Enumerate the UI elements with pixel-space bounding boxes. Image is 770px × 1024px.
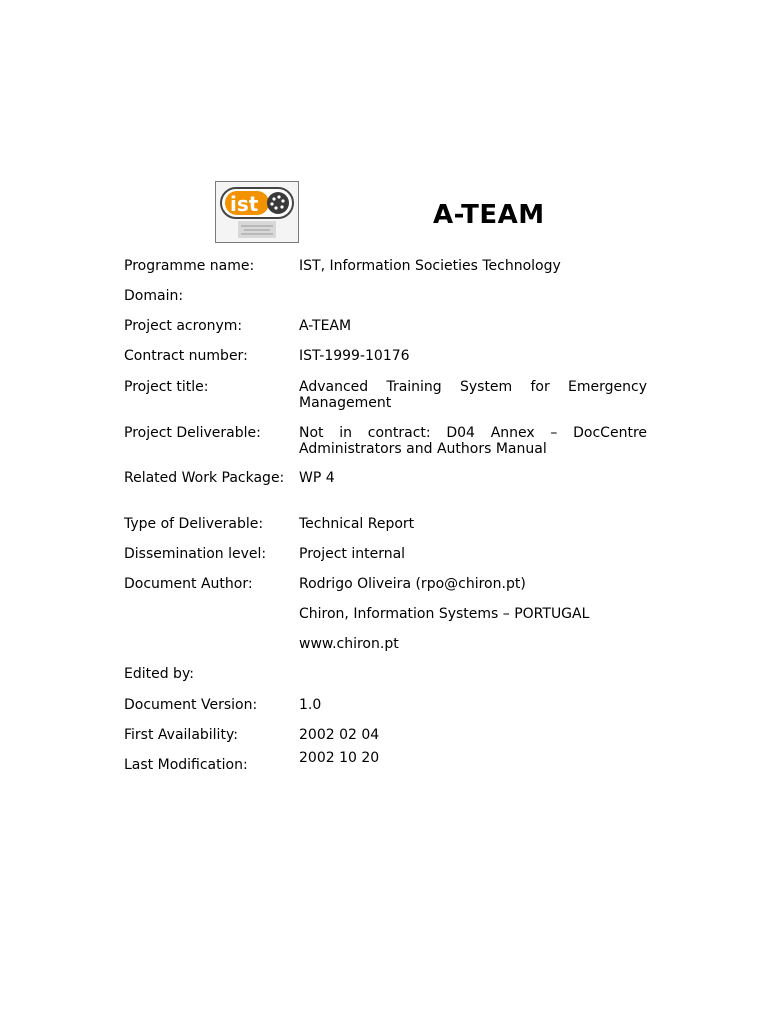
type-of-deliverable-value: Technical Report bbox=[299, 516, 415, 532]
contract-number-value: IST-1999-10176 bbox=[299, 348, 410, 364]
last-modification-value: 2002 10 20 bbox=[299, 750, 380, 766]
author-organisation-value: Chiron, Information Systems – PORTUGAL bbox=[299, 606, 590, 622]
ist-logo bbox=[215, 181, 299, 243]
domain-label: Domain: bbox=[124, 288, 184, 304]
document-title: A-TEAM bbox=[433, 200, 545, 230]
author-website-value: www.chiron.pt bbox=[299, 636, 399, 652]
project-deliverable-value: Not in contract: D04 Annex – DocCentre Administrators and Authors Manual bbox=[299, 425, 647, 457]
dissemination-level-label: Dissemination level: bbox=[124, 546, 267, 562]
document-version-value: 1.0 bbox=[299, 697, 322, 713]
first-availability-label: First Availability: bbox=[124, 727, 238, 743]
dissemination-level-value: Project internal bbox=[299, 546, 406, 562]
first-availability-value: 2002 02 04 bbox=[299, 727, 380, 743]
logo-text: ist bbox=[230, 192, 259, 216]
document-author-label: Document Author: bbox=[124, 576, 253, 592]
project-acronym-value: A-TEAM bbox=[299, 318, 352, 334]
type-of-deliverable-label: Type of Deliverable: bbox=[124, 516, 264, 532]
project-title-label: Project title: bbox=[124, 379, 209, 395]
edited-by-label: Edited by: bbox=[124, 666, 194, 682]
programme-name-value: IST, Information Societies Technology bbox=[299, 258, 561, 274]
ist-logo-graphic bbox=[216, 182, 298, 242]
related-work-package-label: Related Work Package: bbox=[124, 470, 285, 486]
project-deliverable-label: Project Deliverable: bbox=[124, 425, 261, 441]
last-modification-label: Last Modification: bbox=[124, 757, 248, 773]
programme-name-label: Programme name: bbox=[124, 258, 255, 274]
related-work-package-value: WP 4 bbox=[299, 470, 335, 486]
project-acronym-label: Project acronym: bbox=[124, 318, 243, 334]
document-version-label: Document Version: bbox=[124, 697, 258, 713]
contract-number-label: Contract number: bbox=[124, 348, 248, 364]
project-title-value: Advanced Training System for Emergency Management bbox=[299, 379, 647, 411]
document-author-value: Rodrigo Oliveira (rpo@chiron.pt) bbox=[299, 576, 526, 592]
